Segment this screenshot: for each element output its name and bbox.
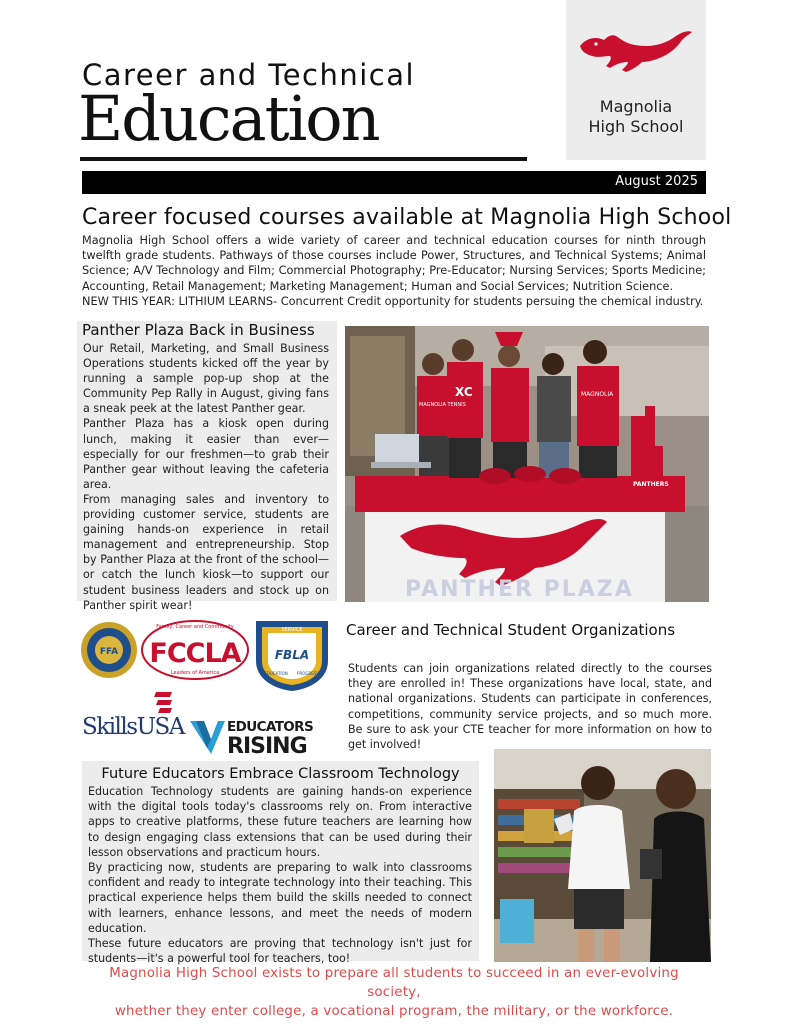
date-bar bbox=[82, 171, 706, 194]
school-name-line1: Magnolia bbox=[599, 97, 673, 116]
future-educators-text bbox=[88, 784, 472, 966]
school-box bbox=[566, 0, 706, 160]
future-educators-panel bbox=[82, 761, 479, 966]
intro-new-this-year: NEW THIS YEAR: LITHIUM LEARNS- Concurrent Credit opportunity for students persuing the chemical industry. bbox=[82, 294, 704, 308]
fbla-right-text: PROGRESS bbox=[297, 671, 319, 676]
shirt-text: MAGNOLIA TENNIS bbox=[419, 402, 466, 408]
mission-line2: whether they enter college, a vocational program, the military, or the workforce. bbox=[114, 1004, 674, 1019]
mission-statement bbox=[82, 964, 706, 1021]
fccla-arc-text: Family, Career and Community bbox=[156, 624, 234, 630]
future-educators-paragraph: Education Technology students are gaining hands-on experience with the digital tools today's classrooms rely on. From interactive apps to creative platforms, these future teachers are learning how to design engaging class extensions that can be used during their lesson observations and practicum hours. bbox=[88, 785, 472, 859]
title-rule bbox=[80, 157, 527, 161]
future-educators-paragraph: By practicing now, students are preparing to walk into classrooms confident and ready to integrate technology into their teaching. This practical experience helps them build the skills needed to connect with learners, enhance lessons, and meet the needs of modern education. bbox=[88, 861, 472, 935]
shirt-text: MAGNOLIA bbox=[581, 391, 614, 398]
shirt-text: XC bbox=[455, 385, 473, 399]
fbla-top-text: SERVICE bbox=[281, 627, 303, 633]
fccla-logo bbox=[142, 621, 248, 679]
intro-text bbox=[82, 233, 706, 309]
cto-heading: Career and Technical Student Organizations bbox=[346, 621, 676, 639]
future-educators-photo bbox=[494, 749, 711, 962]
panther-plaza-paragraph: Our Retail, Marketing, and Small Business Operations students kicked off the year by running a sample pop-up shop at the Community Pep Rally in August, giving fans a sneak peek at the latest Panther gear. bbox=[83, 342, 329, 416]
panther-plaza-photo bbox=[345, 326, 709, 602]
main-heading: Career focused courses available at Magnolia High School bbox=[82, 205, 732, 230]
panther-plaza-paragraph: From managing sales and inventory to providing customer service, students are gaining hands-on experience in retail management and entrepreneurship. Stop by Panther Plaza at the front of the school—or catch the lunch kiosk—to support our student business leaders and stock up on Panther spirit wear! bbox=[83, 492, 329, 612]
foam-finger-text: PANTHERS bbox=[633, 481, 669, 488]
panther-plaza-text bbox=[83, 341, 329, 613]
fbla-logo bbox=[256, 621, 328, 691]
future-educators-paragraph: These future educators are proving that technology isn't just for students—it's a powerful tool for teachers, too! bbox=[88, 937, 472, 966]
skillsusa-logo bbox=[82, 692, 186, 740]
intro-body: Magnolia High School offers a wide variety of career and technical education courses for ninth through twelfth grade students. Pathways of those courses include Power, Structures, and Technical Systems; Animal Science; A/V Technology and Film; Commercial Photography; Pre-Educator; Nursing Services; Sports Medicine; Accounting, Retail Management; Marketing Management; Human and Social Services; Nutrition Science. bbox=[82, 234, 706, 293]
educators-rising-line2: RISING bbox=[227, 734, 307, 758]
fbla-left-text: EDUCATION bbox=[264, 671, 288, 676]
issue-date: August 2025 bbox=[615, 174, 698, 189]
panther-plaza-heading: Panther Plaza Back in Business bbox=[82, 321, 315, 339]
cto-text: Students can join organizations related directly to the courses they are enrolled in! These organizations have local, state, and national organizations. Students can participate in conferences, competitions, community service projects, and so much more. Be sure to ask your CTE teacher for more information on how to get involved! bbox=[348, 662, 712, 752]
fbla-label: FBLA bbox=[274, 648, 310, 662]
panther-plaza-panel bbox=[77, 321, 337, 612]
fccla-label: FCCLA bbox=[149, 638, 241, 669]
fccla-arc-text: Leaders of America bbox=[170, 670, 220, 676]
mission-line1: Magnolia High School exists to prepare all students to succeed in an ever-evolving society, bbox=[109, 966, 679, 1000]
cto-logos bbox=[80, 613, 335, 758]
ffa-logo bbox=[81, 622, 137, 678]
title-line1: Career and Technical bbox=[82, 58, 416, 92]
panther-logo bbox=[576, 26, 696, 76]
future-educators-heading: Future Educators Embrace Classroom Technology bbox=[101, 766, 460, 782]
educators-rising-logo bbox=[190, 719, 313, 758]
ffa-label: FFA bbox=[99, 647, 119, 657]
school-name-line2: High School bbox=[588, 117, 684, 136]
educators-rising-line1: EDUCATORS bbox=[227, 719, 314, 735]
banner-text: PANTHER PLAZA bbox=[405, 577, 634, 602]
skillsusa-label: SkillsUSA bbox=[82, 714, 184, 740]
panther-plaza-paragraph: Panther Plaza has a kiosk open during lunch, making it easier than ever—especially for our freshmen—to grab their Panther gear without leaving the cafeteria area. bbox=[83, 417, 329, 491]
title-line2: Education bbox=[78, 82, 379, 155]
